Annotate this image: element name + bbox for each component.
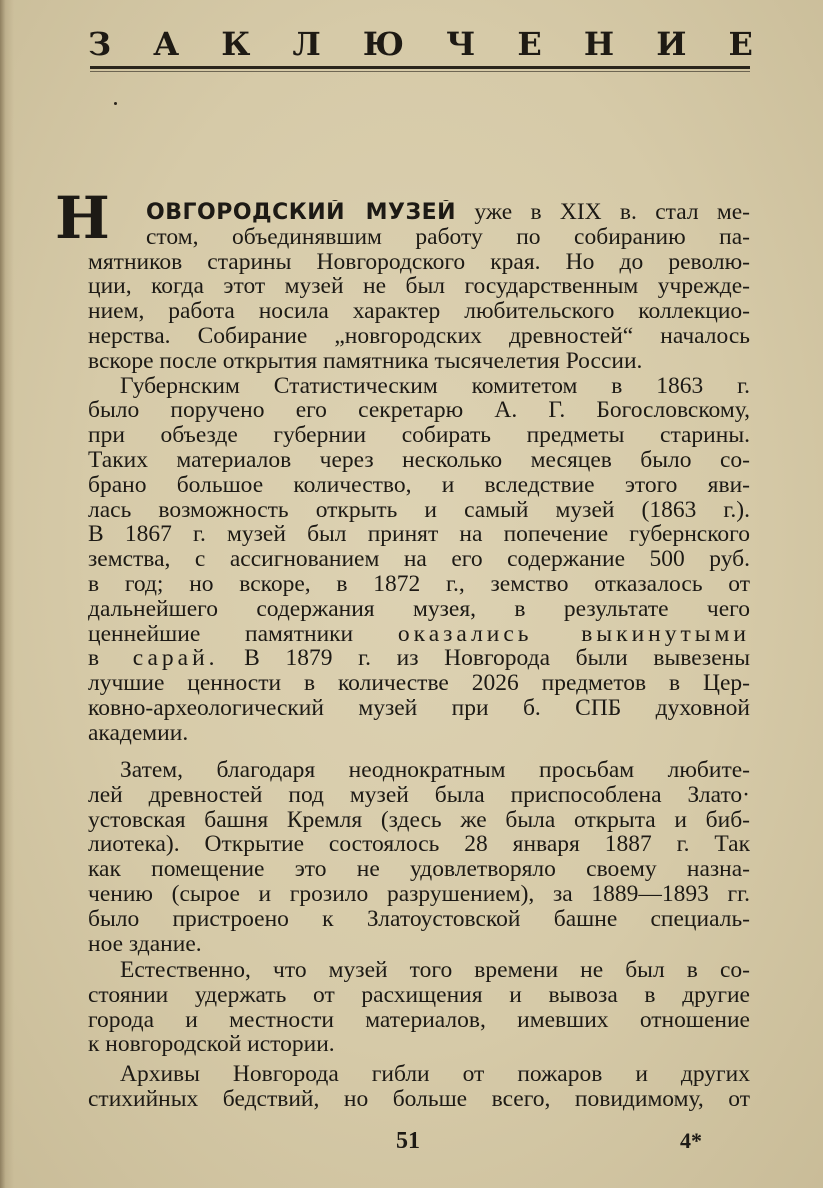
paragraph-4	[88, 958, 750, 1057]
text-line: лучшие ценности в количестве 2026 предметов в Цер-	[88, 671, 750, 696]
text-line	[88, 622, 750, 647]
title-letter: Е	[517, 25, 542, 63]
text-line: как помещение это не удовлетворяло своему назна-	[88, 857, 750, 882]
text-line: В 1867 г. музей был принят на попечение губернского	[88, 522, 750, 548]
text-line: брано большое количество, и вследствие этого яви-	[88, 472, 750, 498]
signature-mark: 4*	[680, 1128, 702, 1153]
print-speck	[114, 102, 117, 105]
text-line: лей древностей под музей была приспособлена Злато·	[88, 782, 750, 808]
title-letter: К	[221, 25, 251, 63]
drop-cap: Н	[55, 184, 110, 252]
text-line: ное здание.	[88, 931, 202, 957]
title-letter: Е	[728, 25, 753, 63]
text-line: мятников старины Новгородского края. Но до револю-	[88, 249, 750, 275]
title-rule	[90, 66, 750, 69]
text-line: было пристроено к Златоустовской башне специаль-	[88, 906, 750, 932]
lead-rest: уже в XIX в. стал ме-	[456, 200, 750, 225]
text-line: стом, объединявшим работу по собиранию па-	[146, 224, 750, 250]
title-letter: Ю	[362, 25, 405, 63]
text-line: вскоре после открытия памятника тысячелетия России.	[88, 348, 643, 374]
title-letter: А	[153, 25, 180, 63]
text-line	[88, 200, 750, 225]
text-line: устовская башня Кремля (здесь же была открыта и биб-	[88, 807, 750, 833]
text-line: Таких материалов через несколько месяцев было со-	[88, 447, 750, 473]
paragraph-1	[88, 200, 750, 746]
text-line: чению (сырое и грозило разрушением), за 1889—1893 гг.	[88, 881, 750, 907]
text-line: стоянии удержать от расхищения и вывоза в другие	[88, 982, 750, 1008]
text-line: стихийных бедствий, но больше всего, повидимому, от	[88, 1086, 750, 1112]
title-letter: Л	[292, 25, 321, 63]
text-line: дальнейшего содержания музея, в результате чего	[88, 596, 750, 622]
text-normal: В 1879 г. из Новгорода были вывезены	[218, 646, 750, 672]
text-line: нерства. Собирание „новгородских древностей“ началось	[88, 323, 750, 349]
text-line: земства, с ассигнованием на его содержание 500 руб.	[88, 547, 750, 572]
title-letter: Ч	[446, 25, 476, 63]
text-line: Естественно, что музей того времени не был в со-	[120, 958, 750, 983]
title-rule-thin	[90, 71, 750, 72]
binding-shadow	[0, 0, 14, 1188]
text-line: лась возможность открыть и самый музей (1863 г.).	[88, 497, 750, 523]
text-line: в год; но вскоре, в 1872 г., земство отказалось от	[88, 571, 750, 597]
text-line: при объезде губернии собирать предметы старины.	[88, 423, 750, 448]
text-line: ковно-археологический музей при б. СПБ духовной	[88, 695, 750, 721]
text-line: Губернским Статистическим комитетом в 1863 г.	[120, 373, 750, 399]
title-letter: Н	[583, 25, 615, 63]
title-letter: И	[656, 25, 687, 63]
text-line: нием, работа носила характер любительского коллекцио-	[88, 299, 750, 324]
lead-caps: ОВГОРОДСКИЙ МУЗЕЙ	[146, 200, 457, 225]
text-line	[88, 646, 750, 671]
text-line: было поручено его секретарю А. Г. Богословскому,	[88, 398, 750, 424]
text-line: Архивы Новгорода гибли от пожаров и других	[120, 1062, 750, 1087]
chapter-title	[88, 22, 753, 66]
text-spaced: в сарай.	[88, 646, 219, 672]
text-line: Затем, благодаря неоднократным просьбам любите-	[120, 758, 750, 783]
text-line: города и местности материалов, имевших отношение	[88, 1007, 750, 1033]
paragraph-3	[88, 758, 750, 956]
text-normal: ценнейшие памятники	[88, 621, 398, 647]
page-number: 51	[396, 1128, 420, 1154]
text-line: к новгородской истории.	[88, 1032, 335, 1058]
paragraph-5	[88, 1062, 750, 1112]
text-line: ции, когда этот музей не был государственным учрежде-	[88, 274, 750, 300]
text-line: академии.	[88, 720, 189, 746]
text-line: лиотека). Открытие состоялось 28 января 1887 г. Так	[88, 832, 750, 858]
text-spaced: оказались выкинутыми	[397, 621, 750, 647]
title-letter: З	[88, 25, 112, 63]
